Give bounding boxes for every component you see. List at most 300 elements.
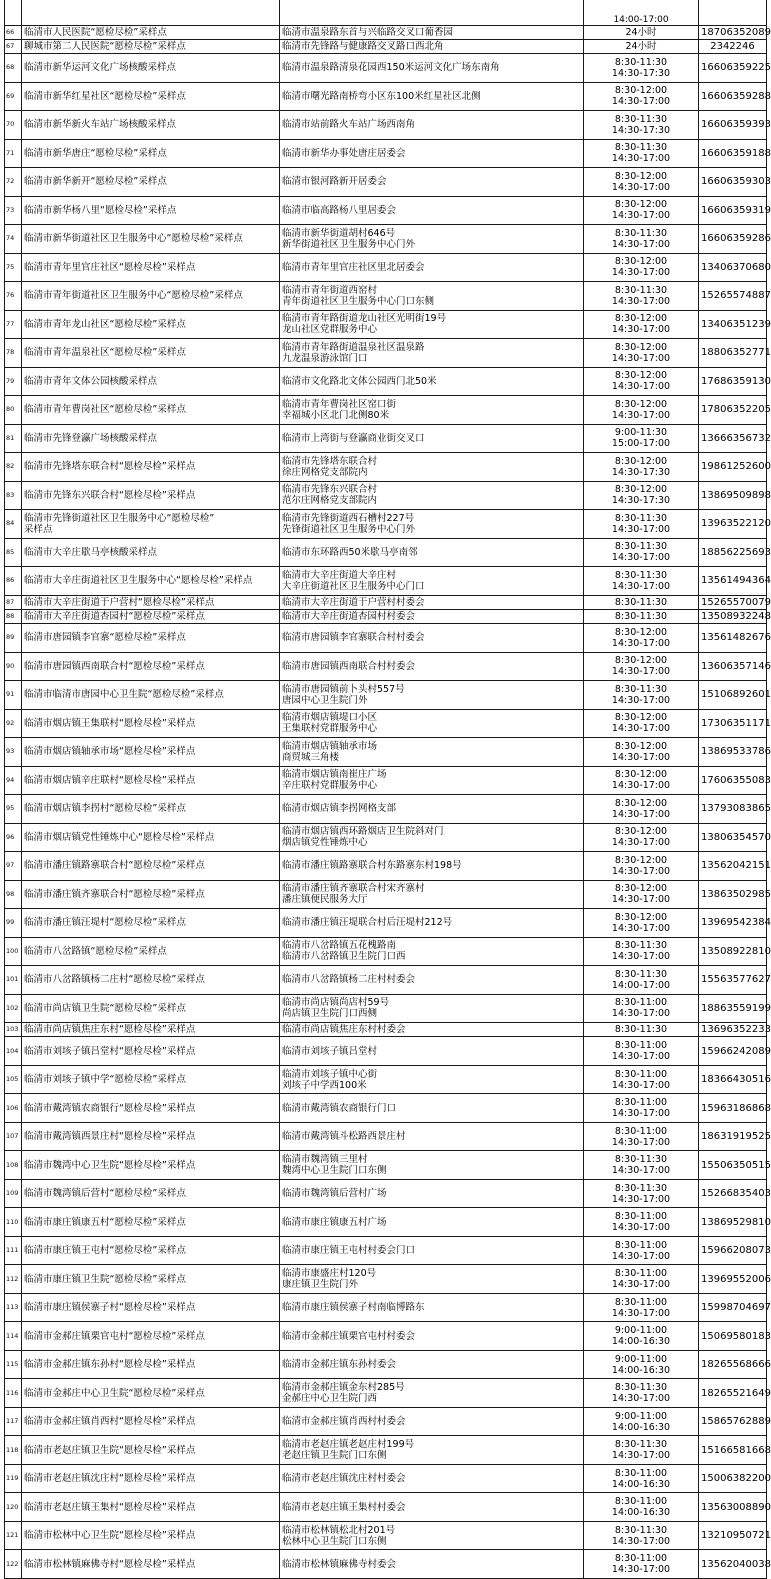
cell-line: 幸福城小区北门北侧80米 (282, 409, 390, 421)
cell-line: 14:30-17:00 (611, 1279, 671, 1291)
cell-line: 临清市曙光路南桥弯小区东100米红星社区北侧 (282, 90, 481, 102)
cell-name: 临清市先锋塔东联合村“愿检尽检”采样点 (22, 453, 280, 482)
cell-line: 8:30-12:00 (614, 854, 668, 866)
cell-hours (584, 196, 699, 225)
cell-line: 14:30-17:00 (611, 1535, 671, 1547)
cell-line: 8:30-12:00 (614, 199, 668, 211)
cell-address (280, 567, 584, 596)
cell-address (280, 367, 584, 396)
cell-hours (584, 139, 699, 168)
cell-address (280, 1521, 584, 1550)
cell-name: 临清市老赵庄镇卫生院“愿检尽检”采样点 (22, 1436, 280, 1465)
table-row (5, 225, 767, 254)
cell-line: 8:30-11:30 (614, 512, 668, 524)
cell-phone: 15506350515 (699, 1151, 767, 1180)
cell-phone: 13406370680 (699, 253, 767, 282)
cell-line: 临清市烟店镇西环路烟店卫生院斜对门 (282, 826, 444, 838)
table-row (5, 54, 767, 83)
cell-name: 临清市青年里官庄社区“愿检尽检”采样点 (22, 253, 280, 282)
cell-hours (584, 396, 699, 425)
cell-line: 14:30-17:00 (611, 808, 671, 820)
cell-line: 临清市金郝庄镇东孙村委会 (282, 1359, 397, 1371)
cell-line: 尚店镇卫生院门口西侧 (282, 1008, 378, 1020)
cell-address (280, 1208, 584, 1237)
cell-phone: 13606357146 (699, 652, 767, 681)
cell-line: 临清市先锋街道社区卫生服务中心“愿检尽检” (24, 512, 215, 524)
cell-address (280, 766, 584, 795)
cell-line: 14:30-17:00 (611, 267, 671, 279)
cell-phone: 13666356732 (699, 424, 767, 453)
cell-line: 8:30-12:00 (614, 883, 668, 895)
cell-address (280, 253, 584, 282)
cell-phone: 13696352233 (699, 1023, 767, 1037)
cell-line: 8:30-12:00 (614, 797, 668, 809)
cell-number: 95 (5, 795, 22, 824)
cell-line: 8:30-11:30 (614, 56, 668, 68)
cell-name: 临清市新华红星社区“愿检尽检”采样点 (22, 82, 280, 111)
cell-line: 徐庄网格党支部院内 (282, 466, 368, 478)
cell-line: 8:30-11:00 (614, 1467, 668, 1479)
cell-name: 临清市唐园镇西南联合村“愿检尽检”采样点 (22, 652, 280, 681)
table-row (5, 25, 767, 39)
cell-line: 临清市烟店镇堤口小区 (282, 712, 378, 724)
cell-name: 临清市潘庄镇路寨联合村“愿检尽检”采样点 (22, 852, 280, 881)
cell-line: 8:30-11:30 (614, 1182, 668, 1194)
table-row (5, 510, 767, 539)
cell-line: 14:30-17:00 (611, 181, 671, 193)
cell-phone: 13793083865 (699, 795, 767, 824)
cell-hours (584, 966, 699, 995)
table-row (5, 538, 767, 567)
cell-line: 14:30-17:00 (611, 1079, 671, 1091)
table-row (5, 1293, 767, 1322)
cell-line: 14:30-17:00 (611, 153, 671, 165)
cell-line: 14:30-17:00 (611, 1393, 671, 1405)
cell-address (280, 1065, 584, 1094)
cell-line: 14:30-17:00 (611, 1450, 671, 1462)
cell-address (280, 1550, 584, 1579)
cell-line: 临清市康盛庄村120号 (282, 1268, 377, 1280)
cell-address (280, 225, 584, 254)
cell-line: 14:00-16:30 (611, 1478, 671, 1490)
cell-name: 临清市青年龙山社区“愿检尽检”采样点 (22, 310, 280, 339)
table-row (5, 396, 767, 425)
cell-line: 临清市温泉路清泉花园西150米运河文化广场东南角 (282, 62, 500, 74)
cell-number: 71 (5, 139, 22, 168)
cell-hours: 14:00-17:00 (584, 0, 699, 25)
table-row (5, 453, 767, 482)
cell-hours (584, 424, 699, 453)
cell-line: 临清市新华办事处唐庄居委会 (282, 147, 406, 159)
cell-hours (584, 1208, 699, 1237)
cell-hours (584, 339, 699, 368)
cell-line: 14:30-17:30 (611, 495, 671, 507)
cell-line: 8:30-11:30 (614, 1154, 668, 1166)
cell-hours (584, 367, 699, 396)
cell-line: 8:30-11:30 (614, 1024, 668, 1036)
cell-phone: 18265568666 (699, 1350, 767, 1379)
cell-hours (584, 609, 699, 623)
cell-number: 92 (5, 709, 22, 738)
cell-line: 8:30-11:30 (614, 940, 668, 952)
cell-line: 临清市青年曹岗社区窑口街 (282, 398, 397, 410)
cell-address (280, 1037, 584, 1066)
cell-address (280, 595, 584, 609)
cell-line: 8:30-12:00 (614, 626, 668, 638)
cell-line: 8:30-12:00 (614, 313, 668, 325)
cell-line: 8:30-11:00 (614, 1040, 668, 1052)
cell-address (280, 168, 584, 197)
cell-line: 临清市银河路新开居委会 (282, 176, 387, 188)
cell-line: 老赵庄镇卫生院门口东侧 (282, 1450, 387, 1462)
cell-name: 临清市老赵庄镇沈庄村“愿检尽检”采样点 (22, 1464, 280, 1493)
cell-number: 111 (5, 1236, 22, 1265)
cell-hours (584, 1265, 699, 1294)
cell-phone: 17606355083 (699, 766, 767, 795)
cell-phone: 13869509898 (699, 481, 767, 510)
cell-name: 临清市青年温泉社区“愿检尽检”采样点 (22, 339, 280, 368)
cell-hours (584, 1322, 699, 1351)
cell-hours (584, 1293, 699, 1322)
cell-number: 106 (5, 1094, 22, 1123)
table-row (5, 1493, 767, 1522)
cell-line: 14:00-16:30 (611, 1336, 671, 1348)
cell-address (280, 1407, 584, 1436)
cell-line: 临清市站前路火车站广场西南角 (282, 119, 416, 131)
cell-line: 8:30-11:30 (614, 1524, 668, 1536)
table-row (5, 339, 767, 368)
table-row (5, 253, 767, 282)
cell-line: 8:30-11:30 (614, 284, 668, 296)
cell-line: 24小时 (625, 40, 657, 52)
cell-phone: 15966242089 (699, 1037, 767, 1066)
cell-name: 临清市唐园镇李官寨“愿检尽检”采样点 (22, 624, 280, 653)
cell-phone: 16606359288 (699, 82, 767, 111)
cell-line: 14:30-17:00 (611, 1250, 671, 1262)
cell-number: 110 (5, 1208, 22, 1237)
cell-number: 120 (5, 1493, 22, 1522)
cell-phone: 16606359393 (699, 111, 767, 140)
cell-hours (584, 25, 699, 39)
cell-line: 临清市临高路杨八里居委会 (282, 204, 397, 216)
cell-address (280, 510, 584, 539)
cell-line: 临清市金郝庄镇金东村285号 (282, 1382, 405, 1394)
cell-number: 94 (5, 766, 22, 795)
table-row (5, 367, 767, 396)
table-row (5, 1521, 767, 1550)
table-row (5, 1550, 767, 1579)
cell-address (280, 1151, 584, 1180)
cell-line: 龙山社区党群服务中心 (282, 324, 378, 336)
cell-line: 范尔庄网格党支部院内 (282, 495, 378, 507)
cell-phone: 15865762889 (699, 1407, 767, 1436)
cell-number: 109 (5, 1179, 22, 1208)
cell-phone: 16606359286 (699, 225, 767, 254)
table-row (5, 994, 767, 1023)
cell-line: 临清市潘庄镇汪堤联合村后汪堤村212号 (282, 917, 453, 929)
cell-phone (699, 0, 767, 25)
cell-line: 14:30-17:00 (611, 210, 671, 222)
cell-phone: 15006382200 (699, 1464, 767, 1493)
cell-address (280, 481, 584, 510)
cell-line: 8:30-11:30 (614, 142, 668, 154)
cell-hours (584, 1464, 699, 1493)
cell-line: 临清市八岔路镇杨二庄村村委会 (282, 974, 416, 986)
cell-name: 临清市新华运河文化广场核酸采样点 (22, 54, 280, 83)
cell-hours (584, 310, 699, 339)
cell-line: 临清市青年路街道龙山社区光明街19号 (282, 313, 447, 325)
cell-line: 临清市魏湾镇后营村广场 (282, 1188, 387, 1200)
cell-number: 122 (5, 1550, 22, 1579)
cell-address (280, 1464, 584, 1493)
cell-hours (584, 481, 699, 510)
table-row (5, 595, 767, 609)
cell-number: 80 (5, 396, 22, 425)
cell-phone: 18806352771 (699, 339, 767, 368)
cell-hours (584, 652, 699, 681)
cell-name: 临清市魏湾镇后营村“愿检尽检”采样点 (22, 1179, 280, 1208)
cell-number: 88 (5, 609, 22, 623)
cell-line: 临清市金郝庄镇栗官屯村村委会 (282, 1330, 416, 1342)
cell-address (280, 1493, 584, 1522)
cell-line: 临清市先锋东兴联合村 (282, 484, 378, 496)
cell-hours (584, 1436, 699, 1465)
cell-number: 74 (5, 225, 22, 254)
cell-name: 临清市尚店镇卫生院“愿检尽检”采样点 (22, 994, 280, 1023)
cell-line: 临清市戴湾镇农商银行门口 (282, 1102, 397, 1114)
cell-line: 14:30-17:00 (611, 1108, 671, 1120)
cell-name: 临清市康庄镇康五村“愿检尽检”采样点 (22, 1208, 280, 1237)
cell-number: 76 (5, 282, 22, 311)
cell-line: 临清市青年里官庄社区里北居委会 (282, 261, 425, 273)
cell-hours (584, 624, 699, 653)
cell-hours (584, 1407, 699, 1436)
cell-line: 临清市魏湾镇三里村 (282, 1154, 368, 1166)
table-row (5, 966, 767, 995)
cell-line: 8:30-11:00 (614, 1068, 668, 1080)
cell-line: 临清市烟店镇轴承市场 (282, 740, 378, 752)
cell-line: 刘垓子中学西100米 (282, 1079, 367, 1091)
cell-line: 14:30-17:00 (611, 922, 671, 934)
cell-address (280, 624, 584, 653)
cell-name: 临清市金郝庄中心卫生院“愿检尽检”采样点 (22, 1379, 280, 1408)
cell-line: 8:30-12:00 (614, 398, 668, 410)
cell-line: 14:30-17:00 (611, 238, 671, 250)
cell-number: 69 (5, 82, 22, 111)
cell-phone: 15998704697 (699, 1293, 767, 1322)
cell-phone: 16606359303 (699, 168, 767, 197)
cell-address (280, 0, 584, 25)
cell-line: 临清市大辛庄街道杏园村村委会 (282, 611, 416, 623)
cell-line: 临清市刘垓子镇吕堂村 (282, 1045, 378, 1057)
cell-line: 先锋街道社区卫生服务中心门外 (282, 523, 416, 535)
cell-line: 14:30-17:30 (611, 124, 671, 136)
cell-number: 115 (5, 1350, 22, 1379)
cell-name: 临清市新华街道社区卫生服务中心“愿检尽检”采样点 (22, 225, 280, 254)
cell-line: 8:30-12:00 (614, 256, 668, 268)
cell-phone: 15265574887 (699, 282, 767, 311)
table-row (5, 1122, 767, 1151)
cell-line: 新华街道社区卫生服务中心门外 (282, 238, 416, 250)
cell-hours (584, 937, 699, 966)
cell-line: 9:00-11:30 (614, 427, 668, 439)
cell-line: 14:30-17:00 (611, 352, 671, 364)
cell-hours (584, 994, 699, 1023)
cell-number: 107 (5, 1122, 22, 1151)
cell-line: 8:30-11:00 (614, 1553, 668, 1565)
cell-line: 辛庄联村党群服务中心 (282, 780, 378, 792)
cell-line: 8:30-12:00 (614, 370, 668, 382)
cell-hours (584, 709, 699, 738)
cell-phone: 15563577627 (699, 966, 767, 995)
cell-line: 临清市大辛庄街道大辛庄村 (282, 569, 397, 581)
cell-number: 116 (5, 1379, 22, 1408)
cell-number: 119 (5, 1464, 22, 1493)
table-row (5, 909, 767, 938)
cell-line: 8:30-11:30 (614, 968, 668, 980)
cell-hours (584, 1379, 699, 1408)
table-row (5, 82, 767, 111)
cell-hours (584, 111, 699, 140)
cell-name: 临清市烟店镇王集联村“愿检尽检”采样点 (22, 709, 280, 738)
cell-number (5, 0, 22, 25)
cell-line: 14:30-17:00 (611, 1222, 671, 1234)
cell-address (280, 994, 584, 1023)
cell-number: 79 (5, 367, 22, 396)
cell-line: 8:30-11:30 (614, 227, 668, 239)
cell-address (280, 111, 584, 140)
cell-name: 临清市青年曹岗社区“愿检尽检”采样点 (22, 396, 280, 425)
cell-number: 102 (5, 994, 22, 1023)
sampling-sites-table (4, 0, 771, 1579)
cell-line: 临清市烟店镇南崔庄广场 (282, 769, 387, 781)
cell-number: 93 (5, 738, 22, 767)
cell-number: 97 (5, 852, 22, 881)
cell-line: 临清市老赵庄镇王集村村委会 (282, 1501, 406, 1513)
cell-number: 84 (5, 510, 22, 539)
cell-line: 14:30-17:00 (611, 723, 671, 735)
cell-phone: 16606359319 (699, 196, 767, 225)
cell-number: 121 (5, 1521, 22, 1550)
cell-name: 临清市新华新开“愿检尽检”采样点 (22, 168, 280, 197)
cell-address (280, 538, 584, 567)
cell-phone: 13210950721 (699, 1521, 767, 1550)
cell-line: 唐园中心卫生院门外 (282, 694, 368, 706)
cell-line: 松林中心卫生院门口东侧 (282, 1535, 387, 1547)
cell-line: 临清市青年街道西窑村 (282, 284, 378, 296)
cell-phone: 13508932248 (699, 609, 767, 623)
table-row (5, 766, 767, 795)
cell-address (280, 1094, 584, 1123)
table-row (5, 1436, 767, 1465)
cell-address (280, 1179, 584, 1208)
cell-line: 8:30-11:00 (614, 1097, 668, 1109)
cell-line: 潘庄镇便民服务大厅 (282, 894, 368, 906)
cell-hours (584, 880, 699, 909)
cell-name: 临清市戴湾镇西景庄村“愿检尽检”采样点 (22, 1122, 280, 1151)
cell-name: 临清市潘庄镇汪堤村“愿检尽检”采样点 (22, 909, 280, 938)
cell-line: 14:00-16:30 (611, 1364, 671, 1376)
cell-line: 14:30-17:00 (611, 580, 671, 592)
cell-line: 14:30-17:00 (611, 666, 671, 678)
cell-line: 8:30-12:00 (614, 484, 668, 496)
cell-line: 大辛庄街道社区卫生服务中心门口 (282, 580, 425, 592)
cell-number: 91 (5, 681, 22, 710)
cell-address (280, 339, 584, 368)
cell-line: 临清市尚店镇焦庄东村村委会 (282, 1024, 406, 1036)
cell-line: 临清市松林镇松北村201号 (282, 1524, 396, 1536)
table-row (5, 823, 767, 852)
table-row (5, 681, 767, 710)
cell-line: 14:30-17:30 (611, 466, 671, 478)
cell-line: 14:30-17:00 (611, 409, 671, 421)
cell-line: 青年街道社区卫生服务中心门口东侧 (282, 295, 435, 307)
cell-line: 临清市康庄镇王屯村村委会门口 (282, 1245, 416, 1257)
cell-phone: 13406351239 (699, 310, 767, 339)
cell-number: 68 (5, 54, 22, 83)
cell-number: 82 (5, 453, 22, 482)
cell-phone: 13561482676 (699, 624, 767, 653)
table-row (5, 1350, 767, 1379)
cell-line: 临清市潘庄镇齐寨联合村宋齐寨村 (282, 883, 425, 895)
cell-name: 临清市大辛庄街道于户营村“愿检尽检”采样点 (22, 595, 280, 609)
cell-line: 临清市文化路北文体公园西门北50米 (282, 375, 437, 387)
cell-number: 75 (5, 253, 22, 282)
cell-address (280, 795, 584, 824)
cell-address (280, 852, 584, 881)
cell-number: 114 (5, 1322, 22, 1351)
cell-line: 14:30-17:30 (611, 67, 671, 79)
cell-address (280, 139, 584, 168)
cell-hours (584, 595, 699, 609)
cell-line: 临清市松林镇麻佛寺村委会 (282, 1558, 397, 1570)
table-row (5, 1265, 767, 1294)
cell-name: 临清市松林镇麻佛寺村“愿检尽检”采样点 (22, 1550, 280, 1579)
cell-name: 临清市新华杨八里“愿检尽检”采样点 (22, 196, 280, 225)
cell-line: 临清市先锋塔东联合村 (282, 455, 378, 467)
cell-number: 87 (5, 595, 22, 609)
cell-line: 8:30-12:00 (614, 712, 668, 724)
cell-line: 14:30-17:00 (611, 1051, 671, 1063)
table-row-partial (5, 0, 767, 25)
cell-name: 临清市先锋登瀛广场核酸采样点 (22, 424, 280, 453)
cell-line: 临清市唐园镇李官寨联合村村委会 (282, 632, 425, 644)
cell-phone: 15166581668 (699, 1436, 767, 1465)
table-row (5, 709, 767, 738)
cell-line: 8:30-11:30 (614, 569, 668, 581)
cell-phone: 13806354570 (699, 823, 767, 852)
cell-line: 14:30-17:00 (611, 1193, 671, 1205)
cell-hours (584, 1037, 699, 1066)
cell-address (280, 1265, 584, 1294)
cell-name: 临清市尚店镇焦庄东村“愿检尽检”采样点 (22, 1023, 280, 1037)
cell-line: 临清市八岔路镇卫生院门口西 (282, 951, 406, 963)
cell-phone: 2342246 (699, 39, 767, 53)
cell-phone: 17806352205 (699, 396, 767, 425)
cell-address (280, 937, 584, 966)
cell-hours (584, 82, 699, 111)
cell-name: 临清市松林中心卫生院“愿检尽检”采样点 (22, 1521, 280, 1550)
cell-line: 9:00-11:00 (614, 1353, 668, 1365)
cell-phone: 15106892601 (699, 681, 767, 710)
cell-address (280, 396, 584, 425)
cell-name: 临清市新华唐庄“愿检尽检”采样点 (22, 139, 280, 168)
cell-phone: 17306351171 (699, 709, 767, 738)
cell-line: 魏湾中心卫生院门口东侧 (282, 1165, 387, 1177)
cell-address (280, 82, 584, 111)
cell-phone: 16606359225 (699, 54, 767, 83)
cell-line: 临清市唐园镇前卜头村557号 (282, 683, 405, 695)
